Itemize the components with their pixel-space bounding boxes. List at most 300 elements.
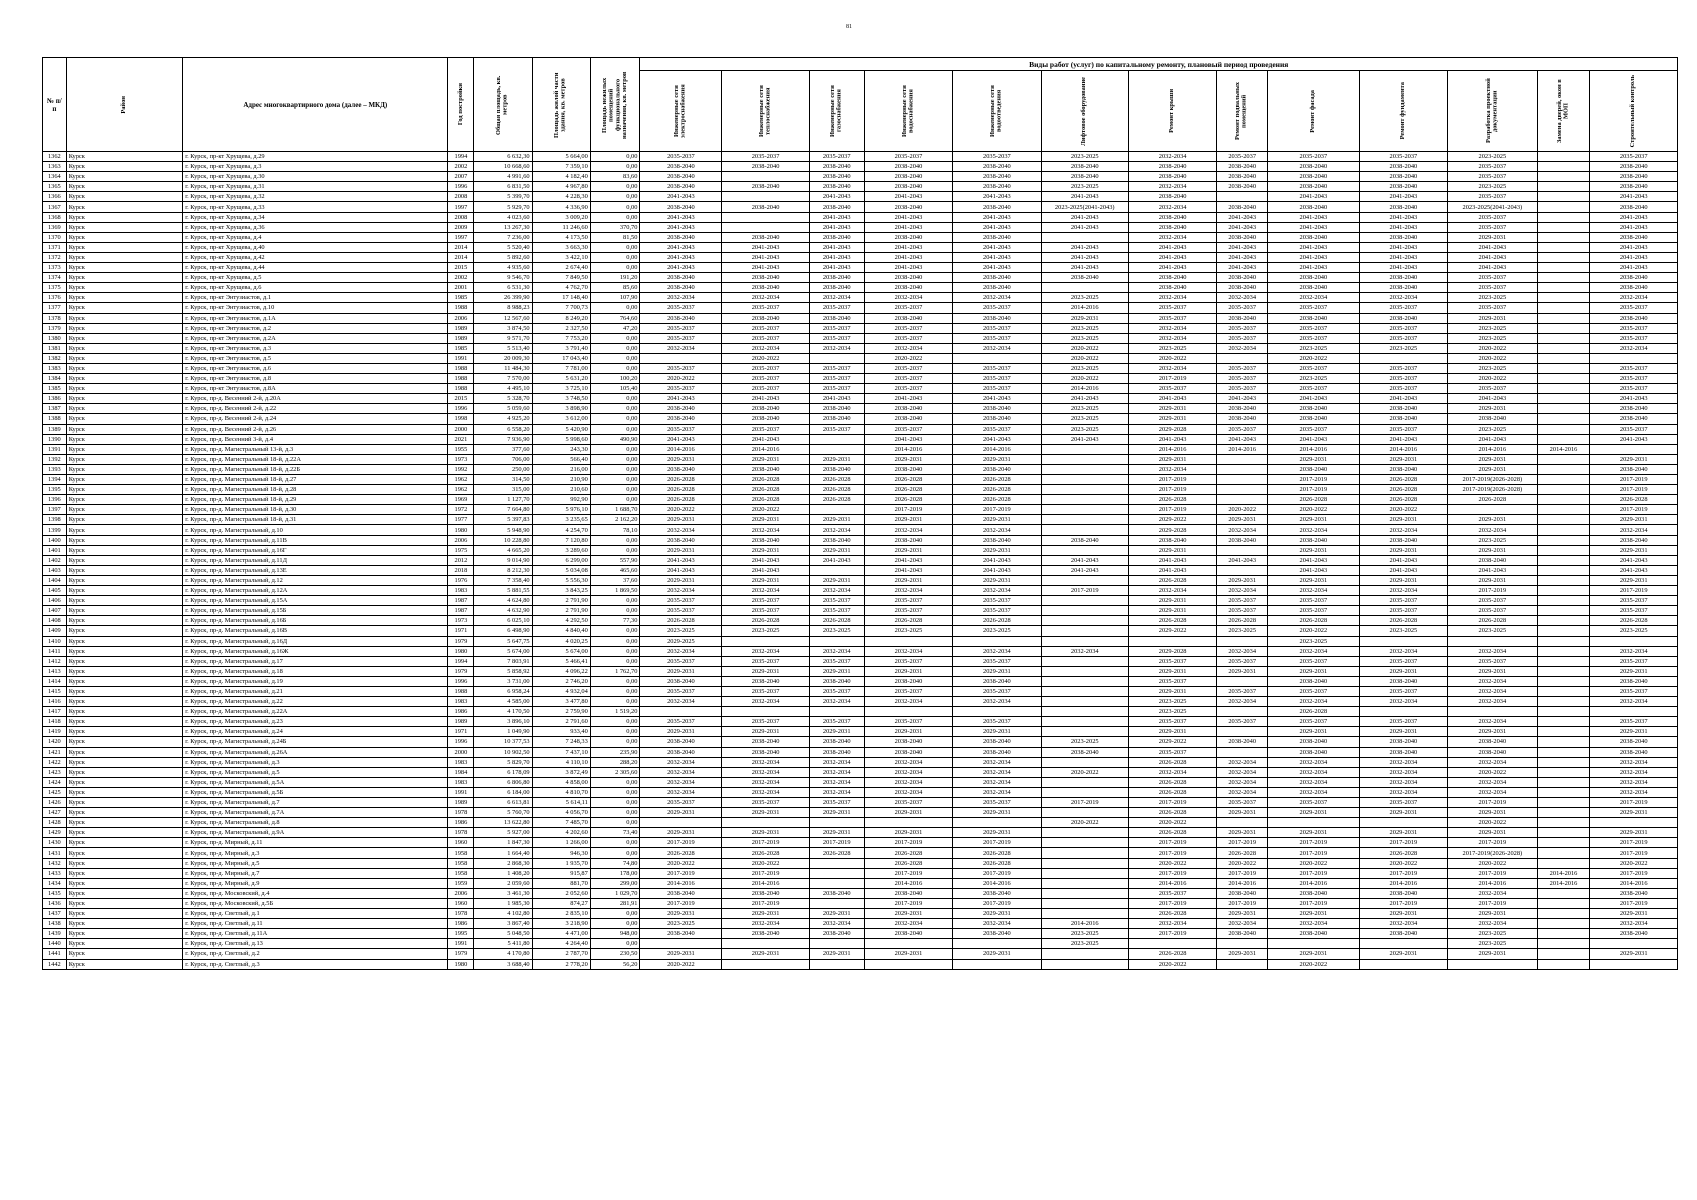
- table-row: [43, 374, 1678, 384]
- cell-nonliving-area: 0,00: [590, 545, 640, 555]
- cell-elevator: [1041, 777, 1128, 787]
- cell-address: г. Курск, пр-д. Магистральный, д.21: [183, 686, 448, 696]
- cell-electricity: 2038-2040: [640, 676, 722, 686]
- cell-roof: 2029-2031: [1128, 414, 1216, 424]
- cell-gas: 2023-2025: [809, 626, 864, 636]
- cell-doors-windows: [1537, 263, 1590, 273]
- cell-elevator: [1041, 636, 1128, 646]
- cell-design-docs: 2029-2031: [1448, 232, 1538, 242]
- cell-num: 1367: [43, 202, 67, 212]
- cell-gas: [809, 898, 864, 908]
- cell-total-area: 3 731,00: [474, 676, 532, 686]
- cell-gas: 2032-2034: [809, 525, 864, 535]
- cell-sewerage: 2032-2034: [953, 525, 1041, 535]
- cell-sewerage: 2038-2040: [953, 404, 1041, 414]
- cell-doors-windows: [1537, 232, 1590, 242]
- cell-elevator: [1041, 666, 1128, 676]
- cell-doors-windows: [1537, 212, 1590, 222]
- cell-foundation: 2038-2040: [1359, 747, 1447, 757]
- cell-num: 1414: [43, 676, 67, 686]
- cell-year: 2008: [448, 212, 474, 222]
- cell-heating: [722, 212, 809, 222]
- cell-gas: 2029-2031: [809, 545, 864, 555]
- cell-construction-control: 2041-2043: [1590, 434, 1678, 444]
- cell-gas: 2038-2040: [809, 414, 864, 424]
- cell-doors-windows: [1537, 202, 1590, 212]
- cell-roof: 2026-2028: [1128, 808, 1216, 818]
- cell-living-area: 881,70: [532, 878, 590, 888]
- cell-address: г. Курск, пр-д. Светлый, д.3: [183, 959, 448, 969]
- cell-district: Курск: [66, 222, 182, 232]
- cell-facade: 2035-2037: [1268, 152, 1360, 162]
- table-row: [43, 252, 1678, 262]
- cell-year: 1980: [448, 646, 474, 656]
- cell-construction-control: 2041-2043: [1590, 263, 1678, 273]
- cell-year: 2014: [448, 242, 474, 252]
- cell-design-docs: 2032-2034: [1448, 919, 1538, 929]
- cell-total-area: 4 925,20: [474, 414, 532, 424]
- cell-year: 1985: [448, 293, 474, 303]
- cell-facade: 2032-2034: [1268, 767, 1360, 777]
- cell-heating: 2026-2028: [722, 495, 809, 505]
- cell-roof: 2017-2019: [1128, 798, 1216, 808]
- cell-gas: [809, 636, 864, 646]
- cell-basement: 2032-2034: [1217, 697, 1268, 707]
- cell-sewerage: 2035-2037: [953, 606, 1041, 616]
- cell-num: 1386: [43, 394, 67, 404]
- cell-water: 2035-2037: [864, 303, 952, 313]
- cell-doors-windows: [1537, 152, 1590, 162]
- cell-heating: 2029-2031: [722, 545, 809, 555]
- cell-gas: [809, 878, 864, 888]
- cell-foundation: 2035-2037: [1359, 606, 1447, 616]
- cell-elevator: [1041, 828, 1128, 838]
- cell-district: Курск: [66, 929, 182, 939]
- cell-num: 1436: [43, 898, 67, 908]
- cell-gas: 2032-2034: [809, 646, 864, 656]
- cell-construction-control: 2041-2043: [1590, 252, 1678, 262]
- cell-construction-control: 2017-2019: [1590, 848, 1678, 858]
- cell-district: Курск: [66, 263, 182, 273]
- cell-nonliving-area: 0,00: [590, 454, 640, 464]
- cell-gas: 2038-2040: [809, 313, 864, 323]
- cell-gas: 2041-2043: [809, 222, 864, 232]
- cell-design-docs: 2041-2043: [1448, 434, 1538, 444]
- cell-foundation: 2032-2034: [1359, 293, 1447, 303]
- cell-construction-control: 2038-2040: [1590, 162, 1678, 172]
- cell-sewerage: 2035-2037: [953, 333, 1041, 343]
- cell-num: 1432: [43, 858, 67, 868]
- cell-doors-windows: [1537, 808, 1590, 818]
- cell-living-area: 243,30: [532, 444, 590, 454]
- cell-design-docs: 2032-2034: [1448, 888, 1538, 898]
- cell-roof: [1128, 636, 1216, 646]
- cell-heating: 2038-2040: [722, 232, 809, 242]
- cell-heating: 2035-2037: [722, 374, 809, 384]
- cell-elevator: 2023-2025: [1041, 404, 1128, 414]
- cell-sewerage: 2017-2019: [953, 838, 1041, 848]
- cell-facade: 2038-2040: [1268, 172, 1360, 182]
- cell-construction-control: 2029-2031: [1590, 949, 1678, 959]
- cell-basement: 2038-2040: [1217, 404, 1268, 414]
- cell-basement: 2032-2034: [1217, 343, 1268, 353]
- cell-electricity: 2035-2037: [640, 798, 722, 808]
- cell-facade: 2029-2031: [1268, 515, 1360, 525]
- cell-basement: 2032-2034: [1217, 767, 1268, 777]
- cell-sewerage: 2038-2040: [953, 929, 1041, 939]
- cell-year: 1986: [448, 818, 474, 828]
- cell-construction-control: 2038-2040: [1590, 464, 1678, 474]
- cell-gas: 2029-2031: [809, 515, 864, 525]
- table-row: [43, 767, 1678, 777]
- cell-elevator: [1041, 959, 1128, 969]
- cell-elevator: [1041, 808, 1128, 818]
- cell-facade: 2038-2040: [1268, 404, 1360, 414]
- cell-foundation: 2038-2040: [1359, 283, 1447, 293]
- cell-district: Курск: [66, 717, 182, 727]
- cell-nonliving-area: 178,00: [590, 868, 640, 878]
- cell-elevator: [1041, 676, 1128, 686]
- cell-doors-windows: 2014-2016: [1537, 878, 1590, 888]
- cell-num: 1378: [43, 313, 67, 323]
- cell-facade: 2041-2043: [1268, 242, 1360, 252]
- cell-district: Курск: [66, 616, 182, 626]
- cell-num: 1372: [43, 252, 67, 262]
- cell-living-area: 7 849,50: [532, 273, 590, 283]
- cell-electricity: 2032-2034: [640, 767, 722, 777]
- table-row: [43, 707, 1678, 717]
- cell-living-area: 2 759,90: [532, 707, 590, 717]
- cell-water: 2032-2034: [864, 525, 952, 535]
- cell-construction-control: 2041-2043: [1590, 565, 1678, 575]
- cell-heating: 2020-2022: [722, 505, 809, 515]
- cell-nonliving-area: 0,00: [590, 636, 640, 646]
- cell-num: 1431: [43, 848, 67, 858]
- cell-address: г. Курск, пр-д. Магистральный, д.24: [183, 727, 448, 737]
- cell-nonliving-area: 2 305,60: [590, 767, 640, 777]
- cell-design-docs: 2029-2031: [1448, 313, 1538, 323]
- header-work-5: Лифтовое оборудование: [1041, 71, 1128, 152]
- cell-gas: 2038-2040: [809, 929, 864, 939]
- cell-heating: 2035-2037: [722, 303, 809, 313]
- cell-sewerage: 2029-2031: [953, 949, 1041, 959]
- cell-gas: [809, 939, 864, 949]
- cell-electricity: 2041-2043: [640, 242, 722, 252]
- cell-total-area: 5 829,70: [474, 757, 532, 767]
- cell-basement: 2029-2031: [1217, 515, 1268, 525]
- cell-year: 2018: [448, 565, 474, 575]
- cell-district: Курск: [66, 545, 182, 555]
- cell-sewerage: 2041-2043: [953, 242, 1041, 252]
- cell-gas: 2035-2037: [809, 374, 864, 384]
- cell-sewerage: 2032-2034: [953, 919, 1041, 929]
- cell-basement: 2035-2037: [1217, 596, 1268, 606]
- cell-facade: 2032-2034: [1268, 697, 1360, 707]
- cell-heating: [722, 939, 809, 949]
- cell-construction-control: 2041-2043: [1590, 192, 1678, 202]
- cell-nonliving-area: 0,00: [590, 182, 640, 192]
- cell-living-area: 4 336,90: [532, 202, 590, 212]
- cell-water: 2041-2043: [864, 263, 952, 273]
- cell-construction-control: 2032-2034: [1590, 757, 1678, 767]
- table-row: [43, 606, 1678, 616]
- cell-construction-control: 2038-2040: [1590, 676, 1678, 686]
- cell-address: г. Курск, пр-д. Магистральный, д.19: [183, 676, 448, 686]
- cell-heating: 2035-2037: [722, 323, 809, 333]
- cell-num: 1391: [43, 444, 67, 454]
- cell-nonliving-area: 0,00: [590, 697, 640, 707]
- cell-construction-control: 2035-2037: [1590, 424, 1678, 434]
- cell-elevator: [1041, 545, 1128, 555]
- cell-elevator: 2023-2025: [1041, 737, 1128, 747]
- cell-doors-windows: [1537, 313, 1590, 323]
- cell-living-area: 4 858,00: [532, 777, 590, 787]
- cell-district: Курск: [66, 707, 182, 717]
- cell-design-docs: 2038-2040: [1448, 747, 1538, 757]
- cell-foundation: 2023-2025: [1359, 343, 1447, 353]
- cell-gas: 2035-2037: [809, 384, 864, 394]
- cell-facade: 2035-2037: [1268, 303, 1360, 313]
- cell-water: 2032-2034: [864, 787, 952, 797]
- cell-nonliving-area: 0,00: [590, 808, 640, 818]
- cell-sewerage: 2026-2028: [953, 858, 1041, 868]
- cell-gas: 2038-2040: [809, 464, 864, 474]
- cell-address: г. Курск, пр-кт Энтузиастов, д.8А: [183, 384, 448, 394]
- cell-roof: 2035-2037: [1128, 313, 1216, 323]
- cell-district: Курск: [66, 656, 182, 666]
- cell-foundation: 2029-2031: [1359, 808, 1447, 818]
- cell-construction-control: 2035-2037: [1590, 717, 1678, 727]
- cell-doors-windows: [1537, 535, 1590, 545]
- cell-num: 1413: [43, 666, 67, 676]
- cell-design-docs: 2035-2037: [1448, 222, 1538, 232]
- cell-heating: 2038-2040: [722, 182, 809, 192]
- cell-nonliving-area: 0,00: [590, 798, 640, 808]
- cell-construction-control: 2029-2031: [1590, 454, 1678, 464]
- cell-num: 1428: [43, 818, 67, 828]
- cell-elevator: [1041, 949, 1128, 959]
- cell-address: г. Курск, пр-д. Магистральный, д.16Д: [183, 636, 448, 646]
- cell-heating: 2041-2043: [722, 263, 809, 273]
- cell-doors-windows: [1537, 242, 1590, 252]
- cell-electricity: 2020-2022: [640, 858, 722, 868]
- cell-doors-windows: [1537, 909, 1590, 919]
- cell-nonliving-area: 0,00: [590, 838, 640, 848]
- table-row: [43, 616, 1678, 626]
- cell-year: 2008: [448, 192, 474, 202]
- cell-sewerage: 2026-2028: [953, 485, 1041, 495]
- cell-nonliving-area: 948,00: [590, 929, 640, 939]
- cell-heating: 2032-2034: [722, 525, 809, 535]
- cell-living-area: 915,87: [532, 868, 590, 878]
- cell-construction-control: 2032-2034: [1590, 777, 1678, 787]
- cell-num: 1416: [43, 697, 67, 707]
- cell-doors-windows: [1537, 646, 1590, 656]
- cell-living-area: 7 120,80: [532, 535, 590, 545]
- cell-living-area: 7 781,00: [532, 363, 590, 373]
- cell-year: 1997: [448, 202, 474, 212]
- cell-doors-windows: [1537, 192, 1590, 202]
- cell-num: 1376: [43, 293, 67, 303]
- cell-water: 2032-2034: [864, 697, 952, 707]
- cell-heating: 2035-2037: [722, 333, 809, 343]
- cell-roof: 2017-2019: [1128, 848, 1216, 858]
- cell-electricity: 2026-2028: [640, 485, 722, 495]
- cell-nonliving-area: 0,00: [590, 192, 640, 202]
- cell-district: Курск: [66, 232, 182, 242]
- cell-num: 1397: [43, 505, 67, 515]
- capital-repair-table-container: [42, 57, 1678, 970]
- cell-district: Курск: [66, 182, 182, 192]
- cell-nonliving-area: 235,90: [590, 747, 640, 757]
- cell-foundation: 2032-2034: [1359, 586, 1447, 596]
- cell-heating: [722, 818, 809, 828]
- cell-num: 1435: [43, 888, 67, 898]
- cell-basement: 2035-2037: [1217, 606, 1268, 616]
- cell-doors-windows: [1537, 515, 1590, 525]
- cell-design-docs: 2038-2040: [1448, 737, 1538, 747]
- cell-foundation: 2029-2031: [1359, 515, 1447, 525]
- cell-water: 2014-2016: [864, 444, 952, 454]
- cell-num: 1394: [43, 475, 67, 485]
- cell-elevator: 2014-2016: [1041, 303, 1128, 313]
- table-row: [43, 626, 1678, 636]
- cell-water: 2029-2031: [864, 575, 952, 585]
- cell-water: 2026-2028: [864, 858, 952, 868]
- cell-doors-windows: [1537, 404, 1590, 414]
- cell-num: 1363: [43, 162, 67, 172]
- cell-district: Курск: [66, 798, 182, 808]
- cell-basement: 2029-2031: [1217, 909, 1268, 919]
- cell-foundation: 2041-2043: [1359, 252, 1447, 262]
- cell-doors-windows: [1537, 495, 1590, 505]
- cell-doors-windows: [1537, 353, 1590, 363]
- cell-basement: 2017-2019: [1217, 838, 1268, 848]
- cell-address: г. Курск, пр-д. Магистральный 18-й, д.29: [183, 495, 448, 505]
- cell-doors-windows: [1537, 737, 1590, 747]
- table-row: [43, 575, 1678, 585]
- cell-living-area: 5 614,11: [532, 798, 590, 808]
- cell-elevator: [1041, 707, 1128, 717]
- cell-foundation: [1359, 707, 1447, 717]
- cell-sewerage: 2032-2034: [953, 646, 1041, 656]
- cell-gas: [809, 434, 864, 444]
- cell-address: г. Курск, пр-д. Магистральный, д.15Б: [183, 606, 448, 616]
- cell-num: 1425: [43, 787, 67, 797]
- cell-facade: 2020-2022: [1268, 959, 1360, 969]
- cell-design-docs: 2029-2031: [1448, 909, 1538, 919]
- cell-living-area: 3 477,80: [532, 697, 590, 707]
- cell-construction-control: 2041-2043: [1590, 222, 1678, 232]
- cell-total-area: 1 408,20: [474, 868, 532, 878]
- cell-water: 2032-2034: [864, 343, 952, 353]
- cell-gas: 2029-2031: [809, 454, 864, 464]
- cell-total-area: 3 461,30: [474, 888, 532, 898]
- cell-total-area: 8 212,30: [474, 565, 532, 575]
- cell-design-docs: 2017-2019: [1448, 798, 1538, 808]
- cell-construction-control: 2017-2019: [1590, 798, 1678, 808]
- cell-heating: 2032-2034: [722, 777, 809, 787]
- cell-elevator: [1041, 626, 1128, 636]
- cell-district: Курск: [66, 525, 182, 535]
- cell-electricity: 2020-2022: [640, 959, 722, 969]
- cell-design-docs: 2032-2034: [1448, 686, 1538, 696]
- cell-sewerage: 2029-2031: [953, 808, 1041, 818]
- cell-district: Курск: [66, 767, 182, 777]
- cell-sewerage: 2035-2037: [953, 717, 1041, 727]
- cell-nonliving-area: 1 688,70: [590, 505, 640, 515]
- cell-address: г. Курск, пр-кт Хрущева, д.6: [183, 283, 448, 293]
- cell-elevator: [1041, 454, 1128, 464]
- cell-total-area: 7 570,00: [474, 374, 532, 384]
- cell-district: Курск: [66, 434, 182, 444]
- cell-basement: 2038-2040: [1217, 172, 1268, 182]
- cell-construction-control: [1590, 444, 1678, 454]
- cell-foundation: 2017-2019: [1359, 868, 1447, 878]
- cell-facade: 2017-2019: [1268, 485, 1360, 495]
- cell-water: 2023-2025: [864, 626, 952, 636]
- table-row: [43, 888, 1678, 898]
- cell-total-area: 4 991,60: [474, 172, 532, 182]
- cell-district: Курск: [66, 485, 182, 495]
- cell-living-area: 4 110,10: [532, 757, 590, 767]
- cell-doors-windows: [1537, 182, 1590, 192]
- cell-electricity: 2029-2031: [640, 828, 722, 838]
- cell-total-area: 10 668,60: [474, 162, 532, 172]
- cell-gas: 2041-2043: [809, 212, 864, 222]
- cell-gas: 2041-2043: [809, 394, 864, 404]
- cell-basement: 2035-2037: [1217, 333, 1268, 343]
- cell-basement: 2041-2043: [1217, 263, 1268, 273]
- cell-electricity: 2035-2037: [640, 596, 722, 606]
- cell-district: Курск: [66, 575, 182, 585]
- cell-total-area: 6 831,50: [474, 182, 532, 192]
- cell-roof: 2032-2034: [1128, 293, 1216, 303]
- cell-num: 1427: [43, 808, 67, 818]
- cell-year: 2006: [448, 313, 474, 323]
- cell-total-area: 706,00: [474, 454, 532, 464]
- cell-district: Курск: [66, 666, 182, 676]
- cell-electricity: 2041-2043: [640, 394, 722, 404]
- cell-address: г. Курск, пр-кт Хрущева, д.34: [183, 212, 448, 222]
- cell-nonliving-area: 1 519,20: [590, 707, 640, 717]
- cell-elevator: [1041, 505, 1128, 515]
- cell-total-area: 1 847,30: [474, 838, 532, 848]
- cell-facade: 2017-2019: [1268, 848, 1360, 858]
- cell-heating: 2038-2040: [722, 273, 809, 283]
- cell-num: 1369: [43, 222, 67, 232]
- cell-electricity: 2038-2040: [640, 929, 722, 939]
- cell-district: Курск: [66, 384, 182, 394]
- cell-year: 1989: [448, 333, 474, 343]
- cell-district: Курск: [66, 808, 182, 818]
- cell-heating: 2038-2040: [722, 929, 809, 939]
- cell-nonliving-area: 0,00: [590, 252, 640, 262]
- cell-roof: 2017-2019: [1128, 505, 1216, 515]
- cell-facade: 2029-2031: [1268, 949, 1360, 959]
- cell-heating: 2032-2034: [722, 646, 809, 656]
- cell-total-area: 10 377,53: [474, 737, 532, 747]
- cell-total-area: 3 688,40: [474, 959, 532, 969]
- cell-address: г. Курск, пр-д. Светлый, д.1: [183, 909, 448, 919]
- cell-facade: 2035-2037: [1268, 333, 1360, 343]
- cell-year: 1960: [448, 838, 474, 848]
- cell-heating: 2029-2031: [722, 727, 809, 737]
- cell-elevator: 2023-2025: [1041, 424, 1128, 434]
- cell-design-docs: 2020-2022: [1448, 858, 1538, 868]
- table-row: [43, 152, 1678, 162]
- cell-facade: 2017-2019: [1268, 898, 1360, 908]
